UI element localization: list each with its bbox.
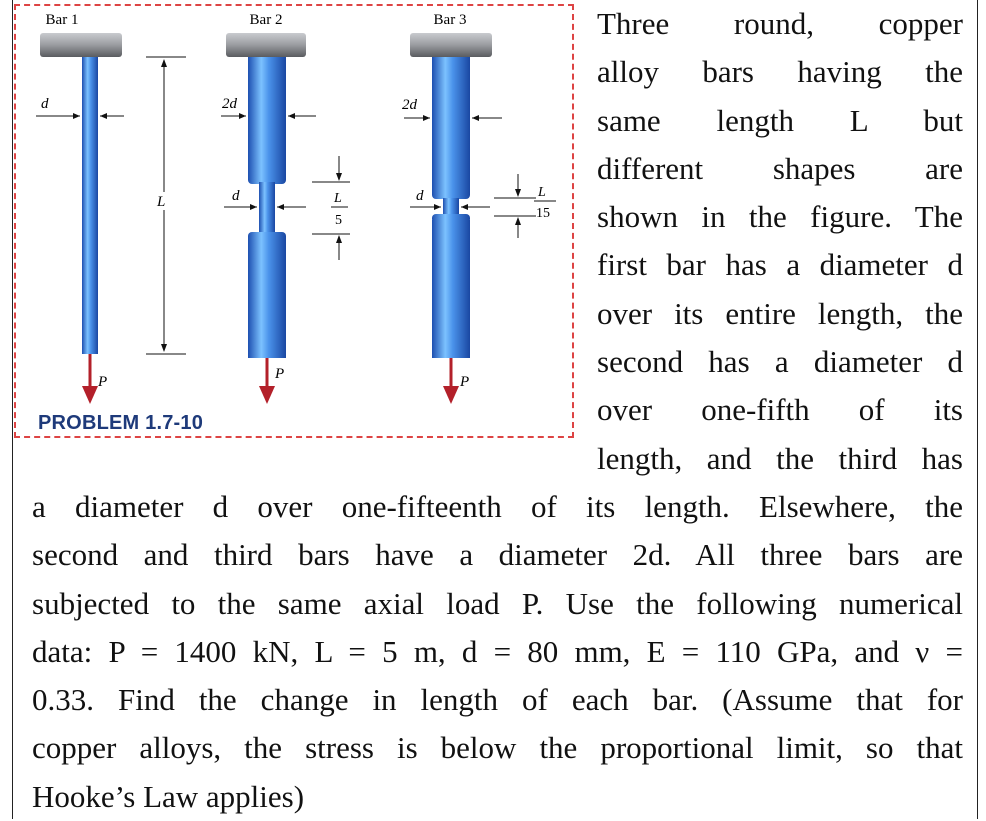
bar3-label: Bar 3 [433,12,467,28]
bar3-L-num: L [538,185,546,200]
text-line: 0.33. Find the change in length of each bar. (Assume that for [32,682,963,718]
bar2-L-den: 5 [335,213,342,228]
arrowhead [515,189,521,197]
bar1-L-label: L [157,194,166,210]
text-line: copper alloys, the stress is below the proportional limit, so that [32,730,963,766]
bar1-label: Bar 1 [45,12,79,28]
bar3-load-arrow [443,386,459,404]
bar3-load-label: P [460,374,470,390]
bar2-support [226,33,306,57]
arrowhead [161,59,167,67]
problem-label: PROBLEM 1.7-10 [38,412,204,434]
text-line: shown in the figure. The [597,199,963,235]
bar2-upper [248,57,286,179]
bar2-lower [248,238,286,358]
text-line: subjected to the same axial load P. Use the following numerical [32,585,963,621]
bar1-load-label: P [98,374,108,390]
bar3-lower [432,220,470,358]
bar3-support [410,33,492,57]
arrowhead [336,235,342,243]
arrowhead [73,113,80,119]
arrowhead [250,204,257,210]
bar3-L-den: 15 [536,206,550,221]
bar1-body [82,57,98,354]
text-line: different shapes are [597,150,963,186]
bar2-label: Bar 2 [249,12,283,28]
arrowhead [288,113,295,119]
text-line: alloy bars having the [597,54,963,90]
arrowhead [515,217,521,225]
arrowhead [239,113,246,119]
bar1-support [40,33,122,57]
bar3-narrow [443,198,459,216]
arrowhead [434,204,441,210]
bar3-2d-label: 2d [402,97,417,113]
bar2-L-num: L [334,191,342,206]
text-line: Hooke’s Law applies) [32,778,305,814]
text-line: same length L but [597,102,963,138]
text-line: Three round, copper [597,6,963,41]
bar3-d-label: d [416,188,424,204]
arrowhead [423,115,430,121]
bar2-d-label: d [232,188,240,204]
bar1-d-label: d [41,96,49,112]
arrowhead [336,173,342,181]
text-line: second has a diameter d [597,344,963,380]
bar3-upper-cap [432,190,470,199]
bar1-load-arrow [82,386,98,404]
arrowhead [100,113,107,119]
text-line: over its entire length, the [597,295,963,331]
problem-figure [14,4,574,438]
bar2-load-arrow [259,386,275,404]
bars-diagram [16,6,576,440]
problem-text-full [32,483,963,821]
arrowhead [461,204,468,210]
text-line: a diameter d over one-fifteenth of its length. Elsewhere, the [32,489,963,524]
text-line: length, and the third has [597,440,963,476]
bar2-load-label: P [275,366,285,382]
arrowhead [161,344,167,352]
text-line: first bar has a diameter d [597,247,963,283]
bar3-upper [432,57,470,194]
text-line: data: P = 1400 kN, L = 5 m, d = 80 mm, E = 110 GPa, and ν = [32,633,963,669]
text-line: second and third bars have a diameter 2d. All three bars are [32,537,963,573]
bar2-2d-label: 2d [222,96,237,112]
bar2-narrow [259,182,275,234]
text-line: over one-fifth of its [597,392,963,428]
arrowhead [472,115,479,121]
arrowhead [277,204,284,210]
problem-text-wrapped [597,0,963,483]
